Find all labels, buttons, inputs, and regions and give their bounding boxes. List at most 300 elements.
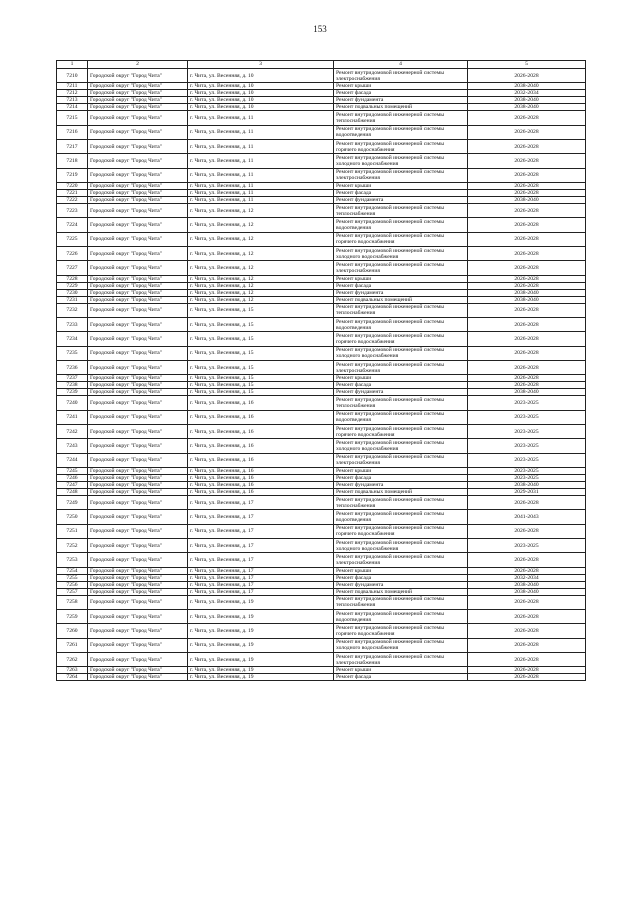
- table-body: [57, 69, 586, 681]
- column-header: 1: [57, 61, 88, 69]
- cell-row-number: 7238: [57, 382, 88, 389]
- table-row: [57, 204, 586, 218]
- column-header: 5: [468, 61, 586, 69]
- cell-address: г. Чита, ул. Весенняя, д. 12: [188, 218, 334, 232]
- table-row: [57, 652, 586, 666]
- cell-work-type: Ремонт фундамента: [334, 197, 468, 204]
- cell-row-number: 7242: [57, 425, 88, 439]
- table-row: [57, 69, 586, 83]
- cell-row-number: 7222: [57, 197, 88, 204]
- cell-work-type: Ремонт фундамента: [334, 389, 468, 396]
- table-row: [57, 489, 586, 496]
- cell-address: г. Чита, ул. Весенняя, д. 12: [188, 289, 334, 296]
- cell-address: г. Чита, ул. Весенняя, д. 16: [188, 481, 334, 488]
- cell-address: г. Чита, ул. Весенняя, д. 15: [188, 375, 334, 382]
- table-row: [57, 346, 586, 360]
- cell-work-type: Ремонт крыши: [334, 83, 468, 90]
- cell-municipality: Городской округ "Город Чита": [88, 624, 188, 638]
- cell-work-type: Ремонт фундамента: [334, 289, 468, 296]
- cell-work-type: Ремонт внутридомовой инженерной системы теплоснабжения: [334, 595, 468, 609]
- cell-row-number: 7251: [57, 524, 88, 538]
- cell-address: г. Чита, ул. Весенняя, д. 16: [188, 410, 334, 424]
- cell-work-type: Ремонт внутридомовой инженерной системы электроснабжения: [334, 69, 468, 83]
- cell-period: 2026-2028: [468, 674, 586, 681]
- cell-address: г. Чита, ул. Весенняя, д. 11: [188, 182, 334, 189]
- cell-period: 2026-2028: [468, 303, 586, 317]
- table-row: [57, 140, 586, 154]
- table-row: [57, 182, 586, 189]
- cell-municipality: Городской округ "Город Чита": [88, 289, 188, 296]
- cell-address: г. Чита, ул. Весенняя, д. 10: [188, 97, 334, 104]
- cell-work-type: Ремонт фундамента: [334, 581, 468, 588]
- cell-row-number: 7264: [57, 674, 88, 681]
- cell-row-number: 7235: [57, 346, 88, 360]
- cell-row-number: 7239: [57, 389, 88, 396]
- table-row: [57, 104, 586, 111]
- cell-municipality: Городской округ "Город Чита": [88, 375, 188, 382]
- cell-work-type: Ремонт фасада: [334, 474, 468, 481]
- cell-address: г. Чита, ул. Весенняя, д. 11: [188, 197, 334, 204]
- cell-row-number: 7250: [57, 510, 88, 524]
- cell-period: 2026-2028: [468, 111, 586, 125]
- cell-address: г. Чита, ул. Весенняя, д. 10: [188, 83, 334, 90]
- cell-work-type: Ремонт внутридомовой инженерной системы электроснабжения: [334, 261, 468, 275]
- cell-municipality: Городской округ "Город Чита": [88, 275, 188, 282]
- cell-address: г. Чита, ул. Весенняя, д. 12: [188, 247, 334, 261]
- cell-work-type: Ремонт внутридомовой инженерной системы электроснабжения: [334, 553, 468, 567]
- table-row: [57, 261, 586, 275]
- cell-address: г. Чита, ул. Весенняя, д. 15: [188, 382, 334, 389]
- cell-row-number: 7230: [57, 289, 88, 296]
- cell-address: г. Чита, ул. Весенняя, д. 12: [188, 204, 334, 218]
- cell-municipality: Городской округ "Город Чита": [88, 261, 188, 275]
- table-row: [57, 282, 586, 289]
- cell-work-type: Ремонт фасада: [334, 674, 468, 681]
- cell-work-type: Ремонт фундамента: [334, 481, 468, 488]
- cell-period: 2032-2034: [468, 574, 586, 581]
- cell-work-type: Ремонт подвальных помещений: [334, 588, 468, 595]
- cell-address: г. Чита, ул. Весенняя, д. 12: [188, 282, 334, 289]
- cell-period: 2026-2028: [468, 382, 586, 389]
- cell-work-type: Ремонт внутридомовой инженерной системы водоотведения: [334, 218, 468, 232]
- cell-row-number: 7243: [57, 439, 88, 453]
- cell-row-number: 7218: [57, 154, 88, 168]
- cell-municipality: Городской округ "Город Чита": [88, 425, 188, 439]
- cell-municipality: Городской округ "Город Чита": [88, 104, 188, 111]
- cell-period: 2026-2028: [468, 247, 586, 261]
- cell-address: г. Чита, ул. Весенняя, д. 12: [188, 232, 334, 246]
- cell-address: г. Чита, ул. Весенняя, д. 16: [188, 467, 334, 474]
- cell-period: 2026-2028: [468, 652, 586, 666]
- table-row: [57, 97, 586, 104]
- cell-municipality: Городской округ "Город Чита": [88, 652, 188, 666]
- table-row: [57, 638, 586, 652]
- cell-address: г. Чита, ул. Весенняя, д. 11: [188, 125, 334, 139]
- table-row: [57, 510, 586, 524]
- cell-work-type: Ремонт внутридомовой инженерной системы электроснабжения: [334, 652, 468, 666]
- cell-municipality: Городской округ "Город Чита": [88, 182, 188, 189]
- cell-period: 2038-2040: [468, 104, 586, 111]
- cell-municipality: Городской округ "Город Чита": [88, 318, 188, 332]
- cell-period: 2026-2028: [468, 638, 586, 652]
- cell-work-type: Ремонт крыши: [334, 375, 468, 382]
- cell-address: г. Чита, ул. Весенняя, д. 19: [188, 624, 334, 638]
- cell-municipality: Городской округ "Город Чита": [88, 204, 188, 218]
- cell-municipality: Городской округ "Город Чита": [88, 303, 188, 317]
- cell-row-number: 7241: [57, 410, 88, 424]
- cell-municipality: Городской округ "Город Чита": [88, 154, 188, 168]
- cell-municipality: Городской округ "Город Чита": [88, 382, 188, 389]
- cell-row-number: 7237: [57, 375, 88, 382]
- cell-row-number: 7226: [57, 247, 88, 261]
- cell-period: 2038-2040: [468, 588, 586, 595]
- cell-work-type: Ремонт внутридомовой инженерной системы электроснабжения: [334, 360, 468, 374]
- cell-period: 2026-2028: [468, 524, 586, 538]
- cell-period: 2026-2028: [468, 553, 586, 567]
- cell-period: 2026-2028: [468, 610, 586, 624]
- table-row: [57, 218, 586, 232]
- cell-period: 2026-2028: [468, 567, 586, 574]
- cell-address: г. Чита, ул. Весенняя, д. 17: [188, 496, 334, 510]
- cell-period: 2026-2028: [468, 496, 586, 510]
- cell-municipality: Городской округ "Город Чита": [88, 346, 188, 360]
- cell-work-type: Ремонт внутридомовой инженерной системы горячего водоснабжения: [334, 140, 468, 154]
- cell-municipality: Городской округ "Город Чита": [88, 90, 188, 97]
- cell-address: г. Чита, ул. Весенняя, д. 17: [188, 581, 334, 588]
- column-header: 3: [188, 61, 334, 69]
- cell-municipality: Городской округ "Город Чита": [88, 588, 188, 595]
- cell-work-type: Ремонт внутридомовой инженерной системы теплоснабжения: [334, 111, 468, 125]
- cell-row-number: 7260: [57, 624, 88, 638]
- cell-period: 2026-2028: [468, 182, 586, 189]
- cell-address: г. Чита, ул. Весенняя, д. 16: [188, 453, 334, 467]
- table-row: [57, 439, 586, 453]
- cell-period: 2038-2040: [468, 83, 586, 90]
- cell-row-number: 7236: [57, 360, 88, 374]
- cell-row-number: 7217: [57, 140, 88, 154]
- cell-municipality: Городской округ "Город Чита": [88, 396, 188, 410]
- cell-work-type: Ремонт внутридомовой инженерной системы водоотведения: [334, 318, 468, 332]
- cell-work-type: Ремонт внутридомовой инженерной системы горячего водоснабжения: [334, 232, 468, 246]
- cell-municipality: Городской округ "Город Чита": [88, 538, 188, 552]
- table-row: [57, 168, 586, 182]
- cell-municipality: Городской округ "Город Чита": [88, 296, 188, 303]
- cell-municipality: Городской округ "Город Чита": [88, 674, 188, 681]
- cell-row-number: 7232: [57, 303, 88, 317]
- cell-period: 2023-2025: [468, 467, 586, 474]
- table-row: [57, 111, 586, 125]
- table-row: [57, 275, 586, 282]
- cell-work-type: Ремонт внутридомовой инженерной системы электроснабжения: [334, 453, 468, 467]
- cell-address: г. Чита, ул. Весенняя, д. 16: [188, 489, 334, 496]
- cell-address: г. Чита, ул. Весенняя, д. 19: [188, 638, 334, 652]
- cell-municipality: Городской округ "Город Чита": [88, 247, 188, 261]
- cell-work-type: Ремонт внутридомовой инженерной системы водоотведения: [334, 410, 468, 424]
- cell-row-number: 7248: [57, 489, 88, 496]
- cell-address: г. Чита, ул. Весенняя, д. 11: [188, 140, 334, 154]
- cell-row-number: 7254: [57, 567, 88, 574]
- table-row: [57, 496, 586, 510]
- cell-row-number: 7231: [57, 296, 88, 303]
- table-row: [57, 318, 586, 332]
- cell-municipality: Городской округ "Город Чита": [88, 567, 188, 574]
- cell-period: 2026-2028: [468, 332, 586, 346]
- cell-municipality: Городской округ "Город Чита": [88, 83, 188, 90]
- cell-period: 2026-2028: [468, 318, 586, 332]
- column-header: 4: [334, 61, 468, 69]
- cell-period: 2023-2025: [468, 453, 586, 467]
- cell-address: г. Чита, ул. Весенняя, д. 11: [188, 190, 334, 197]
- cell-row-number: 7253: [57, 553, 88, 567]
- cell-period: 2023-2025: [468, 396, 586, 410]
- table-row: [57, 474, 586, 481]
- cell-work-type: Ремонт внутридомовой инженерной системы электроснабжения: [334, 168, 468, 182]
- cell-municipality: Городской округ "Город Чита": [88, 282, 188, 289]
- cell-work-type: Ремонт крыши: [334, 182, 468, 189]
- cell-work-type: Ремонт фасада: [334, 190, 468, 197]
- cell-period: 2023-2025: [468, 410, 586, 424]
- table-row: [57, 667, 586, 674]
- table-row: [57, 360, 586, 374]
- cell-address: г. Чита, ул. Весенняя, д. 12: [188, 296, 334, 303]
- cell-address: г. Чита, ул. Весенняя, д. 11: [188, 111, 334, 125]
- cell-municipality: Городской округ "Город Чита": [88, 581, 188, 588]
- table-row: [57, 90, 586, 97]
- cell-municipality: Городской округ "Город Чита": [88, 667, 188, 674]
- cell-municipality: Городской округ "Город Чита": [88, 439, 188, 453]
- cell-address: г. Чита, ул. Весенняя, д. 15: [188, 346, 334, 360]
- cell-address: г. Чита, ул. Весенняя, д. 10: [188, 69, 334, 83]
- cell-address: г. Чита, ул. Весенняя, д. 19: [188, 652, 334, 666]
- table-row: [57, 410, 586, 424]
- cell-period: 2026-2028: [468, 168, 586, 182]
- cell-address: г. Чита, ул. Весенняя, д. 16: [188, 396, 334, 410]
- cell-row-number: 7252: [57, 538, 88, 552]
- cell-work-type: Ремонт внутридомовой инженерной системы холодного водоснабжения: [334, 439, 468, 453]
- cell-period: 2026-2028: [468, 624, 586, 638]
- cell-period: 2026-2028: [468, 218, 586, 232]
- cell-row-number: 7216: [57, 125, 88, 139]
- cell-address: г. Чита, ул. Весенняя, д. 12: [188, 275, 334, 282]
- cell-address: г. Чита, ул. Весенняя, д. 16: [188, 439, 334, 453]
- cell-row-number: 7212: [57, 90, 88, 97]
- page-number: 153: [313, 24, 327, 34]
- cell-address: г. Чита, ул. Весенняя, д. 15: [188, 318, 334, 332]
- cell-address: г. Чита, ул. Весенняя, д. 11: [188, 154, 334, 168]
- cell-work-type: Ремонт фасада: [334, 90, 468, 97]
- cell-address: г. Чита, ул. Весенняя, д. 15: [188, 332, 334, 346]
- cell-row-number: 7240: [57, 396, 88, 410]
- cell-period: 2026-2028: [468, 282, 586, 289]
- cell-work-type: Ремонт внутридомовой инженерной системы водоотведения: [334, 610, 468, 624]
- cell-period: 2038-2040: [468, 97, 586, 104]
- cell-municipality: Городской округ "Город Чита": [88, 190, 188, 197]
- cell-municipality: Городской округ "Город Чита": [88, 97, 188, 104]
- table-row: [57, 674, 586, 681]
- cell-period: 2026-2028: [468, 360, 586, 374]
- table-row: [57, 567, 586, 574]
- table-row: [57, 154, 586, 168]
- table-row: [57, 467, 586, 474]
- cell-address: г. Чита, ул. Весенняя, д. 17: [188, 524, 334, 538]
- table-row: [57, 389, 586, 396]
- table-row: [57, 396, 586, 410]
- cell-period: 2026-2028: [468, 346, 586, 360]
- cell-row-number: 7211: [57, 83, 88, 90]
- cell-address: г. Чита, ул. Весенняя, д. 15: [188, 389, 334, 396]
- table-row: [57, 574, 586, 581]
- cell-work-type: Ремонт подвальных помещений: [334, 104, 468, 111]
- cell-period: 2023-2025: [468, 425, 586, 439]
- table-row: [57, 581, 586, 588]
- table-row: [57, 553, 586, 567]
- cell-period: 2026-2028: [468, 261, 586, 275]
- cell-row-number: 7221: [57, 190, 88, 197]
- cell-municipality: Городской округ "Город Чита": [88, 410, 188, 424]
- cell-address: г. Чита, ул. Весенняя, д. 10: [188, 104, 334, 111]
- cell-period: 2038-2040: [468, 289, 586, 296]
- table-row: [57, 453, 586, 467]
- cell-municipality: Городской округ "Город Чита": [88, 510, 188, 524]
- cell-municipality: Городской округ "Город Чита": [88, 453, 188, 467]
- cell-work-type: Ремонт внутридомовой инженерной системы горячего водоснабжения: [334, 425, 468, 439]
- cell-municipality: Городской округ "Город Чита": [88, 232, 188, 246]
- cell-row-number: 7246: [57, 474, 88, 481]
- table-row: [57, 624, 586, 638]
- cell-period: 2026-2028: [468, 232, 586, 246]
- cell-period: 2026-2028: [468, 190, 586, 197]
- cell-address: г. Чита, ул. Весенняя, д. 19: [188, 595, 334, 609]
- cell-address: г. Чита, ул. Весенняя, д. 19: [188, 610, 334, 624]
- cell-row-number: 7234: [57, 332, 88, 346]
- cell-row-number: 7262: [57, 652, 88, 666]
- cell-municipality: Городской округ "Город Чита": [88, 524, 188, 538]
- cell-row-number: 7261: [57, 638, 88, 652]
- cell-period: 2038-2040: [468, 197, 586, 204]
- cell-municipality: Городской округ "Город Чита": [88, 332, 188, 346]
- cell-work-type: Ремонт фундамента: [334, 97, 468, 104]
- cell-row-number: 7214: [57, 104, 88, 111]
- cell-period: 2038-2040: [468, 296, 586, 303]
- cell-address: г. Чита, ул. Весенняя, д. 17: [188, 588, 334, 595]
- cell-work-type: Ремонт фасада: [334, 574, 468, 581]
- cell-row-number: 7247: [57, 481, 88, 488]
- cell-period: 2026-2028: [468, 375, 586, 382]
- cell-row-number: 7225: [57, 232, 88, 246]
- cell-row-number: 7259: [57, 610, 88, 624]
- table-row: [57, 190, 586, 197]
- cell-work-type: Ремонт внутридомовой инженерной системы горячего водоснабжения: [334, 524, 468, 538]
- cell-period: 2026-2028: [468, 204, 586, 218]
- cell-row-number: 7245: [57, 467, 88, 474]
- cell-period: 2026-2028: [468, 125, 586, 139]
- cell-address: г. Чита, ул. Весенняя, д. 15: [188, 360, 334, 374]
- cell-work-type: Ремонт внутридомовой инженерной системы холодного водоснабжения: [334, 638, 468, 652]
- cell-period: 2029-2031: [468, 489, 586, 496]
- table-row: [57, 332, 586, 346]
- cell-work-type: Ремонт крыши: [334, 667, 468, 674]
- cell-municipality: Городской округ "Город Чита": [88, 638, 188, 652]
- cell-row-number: 7255: [57, 574, 88, 581]
- cell-municipality: Городской округ "Город Чита": [88, 595, 188, 609]
- cell-municipality: Городской округ "Город Чита": [88, 69, 188, 83]
- cell-address: г. Чита, ул. Весенняя, д. 19: [188, 674, 334, 681]
- table-row: [57, 247, 586, 261]
- cell-period: 2023-2025: [468, 538, 586, 552]
- cell-work-type: Ремонт внутридомовой инженерной системы холодного водоснабжения: [334, 538, 468, 552]
- cell-row-number: 7210: [57, 69, 88, 83]
- cell-work-type: Ремонт внутридомовой инженерной системы теплоснабжения: [334, 303, 468, 317]
- cell-row-number: 7258: [57, 595, 88, 609]
- cell-work-type: Ремонт подвальных помещений: [334, 489, 468, 496]
- table-row: [57, 125, 586, 139]
- cell-row-number: 7263: [57, 667, 88, 674]
- cell-row-number: 7228: [57, 275, 88, 282]
- cell-work-type: Ремонт внутридомовой инженерной системы горячего водоснабжения: [334, 624, 468, 638]
- cell-period: 2038-2040: [468, 581, 586, 588]
- cell-municipality: Городской округ "Город Чита": [88, 489, 188, 496]
- table-header-row: [57, 61, 586, 69]
- cell-work-type: Ремонт крыши: [334, 567, 468, 574]
- cell-row-number: 7256: [57, 581, 88, 588]
- cell-address: г. Чита, ул. Весенняя, д. 12: [188, 261, 334, 275]
- table-row: [57, 289, 586, 296]
- cell-work-type: Ремонт подвальных помещений: [334, 296, 468, 303]
- cell-period: 2026-2028: [468, 140, 586, 154]
- cell-period: 2026-2028: [468, 69, 586, 83]
- cell-work-type: Ремонт внутридомовой инженерной системы водоотведения: [334, 125, 468, 139]
- cell-work-type: Ремонт крыши: [334, 275, 468, 282]
- cell-period: 2026-2028: [468, 595, 586, 609]
- table-row: [57, 595, 586, 609]
- cell-municipality: Городской округ "Город Чита": [88, 481, 188, 488]
- cell-work-type: Ремонт внутридомовой инженерной системы теплоснабжения: [334, 204, 468, 218]
- cell-address: г. Чита, ул. Весенняя, д. 10: [188, 90, 334, 97]
- cell-work-type: Ремонт внутридомовой инженерной системы водоотведения: [334, 510, 468, 524]
- cell-address: г. Чита, ул. Весенняя, д. 16: [188, 474, 334, 481]
- cell-address: г. Чита, ул. Весенняя, д. 17: [188, 574, 334, 581]
- cell-work-type: Ремонт крыши: [334, 467, 468, 474]
- cell-work-type: Ремонт фасада: [334, 382, 468, 389]
- cell-period: 2038-2040: [468, 389, 586, 396]
- table-row: [57, 425, 586, 439]
- cell-row-number: 7257: [57, 588, 88, 595]
- cell-row-number: 7227: [57, 261, 88, 275]
- cell-work-type: Ремонт внутридомовой инженерной системы горячего водоснабжения: [334, 332, 468, 346]
- cell-row-number: 7233: [57, 318, 88, 332]
- cell-address: г. Чита, ул. Весенняя, д. 17: [188, 567, 334, 574]
- cell-municipality: Городской округ "Город Чита": [88, 574, 188, 581]
- table-row: [57, 382, 586, 389]
- cell-period: 2038-2040: [468, 481, 586, 488]
- table-row: [57, 83, 586, 90]
- cell-period: 2023-2025: [468, 439, 586, 453]
- cell-work-type: Ремонт внутридомовой инженерной системы теплоснабжения: [334, 396, 468, 410]
- cell-municipality: Городской округ "Город Чита": [88, 218, 188, 232]
- cell-address: г. Чита, ул. Весенняя, д. 17: [188, 538, 334, 552]
- cell-work-type: Ремонт внутридомовой инженерной системы холодного водоснабжения: [334, 346, 468, 360]
- cell-row-number: 7224: [57, 218, 88, 232]
- cell-municipality: Городской округ "Город Чита": [88, 197, 188, 204]
- table-row: [57, 610, 586, 624]
- cell-row-number: 7219: [57, 168, 88, 182]
- cell-work-type: Ремонт внутридомовой инженерной системы холодного водоснабжения: [334, 247, 468, 261]
- cell-municipality: Городской округ "Город Чита": [88, 168, 188, 182]
- cell-municipality: Городской округ "Город Чита": [88, 496, 188, 510]
- cell-municipality: Городской округ "Город Чита": [88, 140, 188, 154]
- cell-row-number: 7215: [57, 111, 88, 125]
- cell-row-number: 7229: [57, 282, 88, 289]
